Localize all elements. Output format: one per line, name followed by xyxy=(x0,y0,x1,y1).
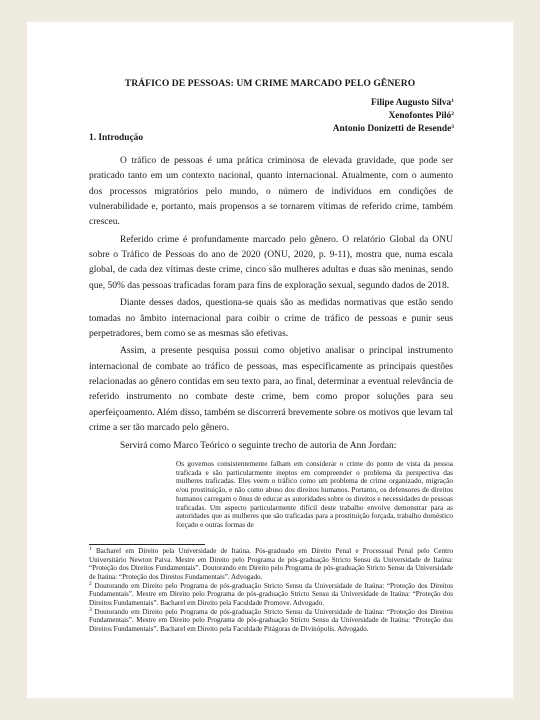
block-quote: Os governos consistentemente falham em considerar o crime do ponto de vista da pessoa traficada e são particularmente ineptos em compreender o problema da perspectiva das mulheres traficadas. Eles veem o tráfico como um problema de crime organizado, migração e/ou prostituição, e não como abuso dos direitos humanos. Portanto, os defensores de direitos humanos carregam o ônus de educar as autoridades sobre os direitos e necessidades de pessoas traficadas. Um aspecto particularmente difícil deste trabalho envolve demonstrar para as autoridades que as mulheres que são traficadas para a prostituição forçada, trabalho doméstico forçado e outras formas de xyxy=(176,459,453,529)
footnote-mark: 3 xyxy=(89,606,92,613)
footnote-ref[interactable]: 2 xyxy=(451,111,454,117)
footnote-3 xyxy=(89,608,453,634)
author-name: Filipe Augusto Silva xyxy=(371,98,452,108)
author-list xyxy=(333,97,454,136)
section-heading: 1. Introdução xyxy=(89,133,144,143)
paragraph: Servirá como Marco Teórico o seguinte trecho de autoria de Ann Jordan: xyxy=(120,440,397,451)
author-name: Antonio Donizetti de Resende xyxy=(332,124,452,134)
body-text xyxy=(89,154,453,456)
footnote-ref[interactable]: 3 xyxy=(451,124,454,130)
author-1 xyxy=(333,97,454,110)
paragraph: O tráfico de pessoas é uma prática criminosa de elevada gravidade, que pode ser praticado tanto em um contexto nacional, quanto internacional. Atualmente, com o aumento dos processos migratórios pelo mundo, o número de indivíduos em condições de vulnerabilidade e, portanto, mais propensos a se tornarem vítimas de referido crime, também cresceu. xyxy=(89,156,453,228)
footnote-2 xyxy=(89,582,453,608)
footnote-mark: 2 xyxy=(89,580,92,587)
footnote-text: Doutorando em Direito pelo Programa de pós-graduação Stricto Sensu da Universidade de Itaúna: “Proteção dos Direitos Fundamentais”. Mestre em Direito pelo Programa de pós-graduação Stricto Sensu da Universidade de Itaúna: “Proteção dos Direitos Fundamentais”. Bacharel em Direito pela Faculdade Pitágoras de Divinópolis. Advogado. xyxy=(89,607,453,633)
paragraph: Diante desses dados, questiona-se quais são as medidas normativas que estão sendo tomadas no âmbito internacional para coibir o crime de tráfico de pessoas e punir seus perpetradores, bem como se as mesmas são efetivas. xyxy=(89,298,453,339)
document-page xyxy=(27,22,513,698)
footnote-text: Doutorando em Direito pelo Programa de pós-graduação Stricto Sensu da Universidade de Itaúna: “Proteção dos Direitos Fundamentais”. Mestre em Direito pelo Programa de pós-graduação Stricto Sensu da Universidade de Itaúna: “Proteção dos Direitos Fundamentais”. Bacharel em Direito pela Faculdade Promove. Advogado. xyxy=(89,581,453,607)
paragraph: Referido crime é profundamente marcado pelo gênero. O relatório Global da ONU sobre o Tráfico de Pessoas do ano de 2020 (ONU, 2020, p. 9-11), mostra que, numa escala global, de cada dez vítimas deste crime, cinco são mulheres adultas e duas são meninas, sendo que, 50% das pessoas traficadas foram para fins de exploração sexual, segundo dados de 2018. xyxy=(89,234,453,291)
footnote-1 xyxy=(89,547,453,582)
footnote-ref[interactable]: 1 xyxy=(451,98,454,104)
author-3 xyxy=(333,123,454,136)
footnote-divider xyxy=(89,544,205,545)
paragraph: Assim, a presente pesquisa possui como objetivo analisar o principal instrumento internacional de combate ao tráfico de pessoas, mas especificamente as principais questões relacionadas ao gênero contidas em seu texto para, ao final, determinar a eventual relevância de referido instrumento no combate deste crime, bem como propor soluções para seu aperfeiçoamento. Além disso, também se discorrerá brevemente sobre os motivos que levam tal crime a ser tão marcado pelo gênero. xyxy=(89,346,453,433)
footnotes xyxy=(89,547,453,634)
footnote-mark: 1 xyxy=(89,546,92,552)
author-2 xyxy=(333,110,454,123)
footnote-text: Bacharel em Direito pela Universidade de Itaúna. Pós-graduado em Direito Penal e Processual Penal pelo Centro Universitário Newton Paiva. Mestre em Direito pelo Programa de pós-graduação Stricto Sensu da Universidade de Itaúna: “Proteção dos Direitos Fundamentais”. Doutorando em Direito pelo Programa de pós-graduação Stricto Sensu da Universidade de Itaúna: “Proteção dos Direitos Fundamentais”. Advogado. xyxy=(89,547,453,581)
author-name: Xenofontes Piló xyxy=(388,111,452,121)
paper-title: TRÁFICO DE PESSOAS: UM CRIME MARCADO PELO GÊNERO xyxy=(124,78,416,89)
